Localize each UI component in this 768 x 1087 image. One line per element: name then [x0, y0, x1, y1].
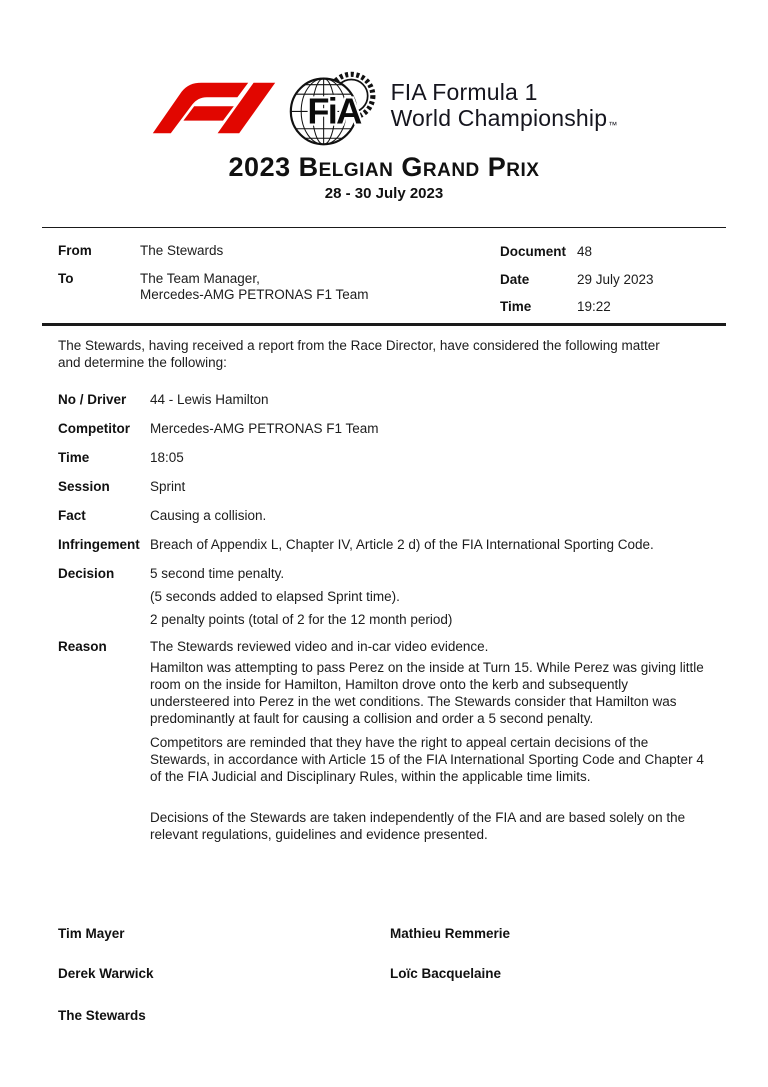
fia-globe-gear-icon — [289, 70, 379, 146]
document-value: 48 — [577, 244, 593, 259]
no-driver-label: No / Driver — [58, 392, 127, 407]
from-value: The Stewards — [140, 243, 224, 258]
reason-label: Reason — [58, 639, 107, 654]
competitor-value: Mercedes-AMG PETRONAS F1 Team — [150, 421, 379, 436]
session-value: Sprint — [150, 479, 186, 494]
reason-paragraph-4: Decisions of the Stewards are taken independently of the FIA and are based solely on the relevant regulations, guidelines and evidence presented. — [150, 810, 686, 842]
reason-paragraph-2: Hamilton was attempting to pass Perez on the inside at Turn 15. While Perez was giving little room on the inside for Hamilton, Hamilton drove onto the kerb and subsequently understeered into Perez in the wet conditions. The Stewards consider that Hamilton was predominantly at fault for causing a collision and order a 5 second penalty. — [150, 660, 704, 726]
session-label: Session — [58, 479, 110, 494]
time-field-label: Time — [58, 450, 90, 465]
signature-row-2 — [58, 966, 728, 981]
field-row-fact — [58, 507, 728, 524]
f1-logo-icon — [151, 81, 277, 135]
to-value-line2: Mercedes-AMG PETRONAS F1 Team — [140, 286, 369, 302]
steward-name-derek-warwick: Derek Warwick — [58, 966, 154, 981]
title-block — [0, 152, 768, 202]
steward-name-loic-bacquelaine: Loïc Bacquelaine — [390, 966, 502, 981]
event-dates: 28 - 30 July 2023 — [324, 185, 444, 202]
competitor-label: Competitor — [58, 421, 130, 436]
wordmark-line1: FIA Formula 1 — [390, 78, 538, 105]
decision-value — [150, 565, 728, 628]
signature-the-stewards: The Stewards — [58, 1008, 146, 1023]
infringement-label: Infringement — [58, 537, 140, 552]
time-label: Time — [500, 299, 532, 314]
meta-table — [58, 236, 728, 322]
time-value: 19:22 — [577, 299, 611, 314]
decision-body — [58, 337, 728, 855]
to-value-line1: The Team Manager, — [140, 271, 260, 286]
field-row-no-driver — [58, 391, 728, 408]
fact-value: Causing a collision. — [150, 508, 267, 523]
steward-name-tim-mayer: Tim Mayer — [58, 926, 125, 941]
field-row-competitor — [58, 420, 728, 437]
svg-text:FiA: FiA — [306, 90, 361, 132]
signature-row-3 — [58, 1008, 728, 1023]
decision-line-1: 5 second time penalty. — [150, 566, 285, 581]
reason-value — [150, 638, 728, 843]
date-value: 29 July 2023 — [577, 272, 654, 287]
header-wordmark — [391, 79, 618, 138]
reason-paragraph-3: Competitors are reminded that they have the right to appeal certain decisions of the Stewards, in accordance with Article 15 of the FIA International Sporting Code and Chapter 4 of the FIA Judicial and Disciplinary Rules, within the applicable time limits. — [150, 735, 704, 784]
field-row-decision — [58, 565, 728, 628]
fact-label: Fact — [58, 508, 86, 523]
no-driver-value: 44 - Lewis Hamilton — [150, 392, 269, 407]
decision-label: Decision — [58, 566, 115, 581]
from-label: From — [58, 243, 92, 258]
intro-paragraph: The Stewards, having received a report from the Race Director, have considered the following matter and determine the following: — [58, 338, 660, 370]
date-label: Date — [500, 272, 530, 287]
decision-line-3: 2 penalty points (total of 2 for the 12 month period) — [150, 612, 453, 627]
decision-line-2: (5 seconds added to elapsed Sprint time). — [150, 589, 400, 604]
to-label: To — [58, 271, 74, 286]
trademark-symbol: ™ — [608, 119, 618, 130]
field-row-time — [58, 449, 728, 466]
document-label: Document — [500, 244, 567, 259]
steward-name-mathieu-remmerie: Mathieu Remmerie — [390, 926, 511, 941]
to-value — [140, 271, 369, 302]
header — [0, 70, 768, 146]
divider-thick — [42, 323, 726, 326]
signature-row-1 — [58, 926, 728, 941]
reason-paragraph-1: The Stewards reviewed video and in-car video evidence. — [150, 639, 489, 654]
event-title: 2023 Belgian Grand Prix — [228, 152, 540, 182]
infringement-value: Breach of Appendix L, Chapter IV, Article 2 d) of the FIA International Sporting Code. — [150, 537, 654, 552]
field-row-infringement — [58, 536, 728, 553]
wordmark-line2: World Championship — [390, 104, 608, 131]
divider-top — [42, 227, 726, 228]
field-row-session — [58, 478, 728, 495]
time-field-value: 18:05 — [150, 450, 184, 465]
field-row-reason — [58, 638, 728, 843]
